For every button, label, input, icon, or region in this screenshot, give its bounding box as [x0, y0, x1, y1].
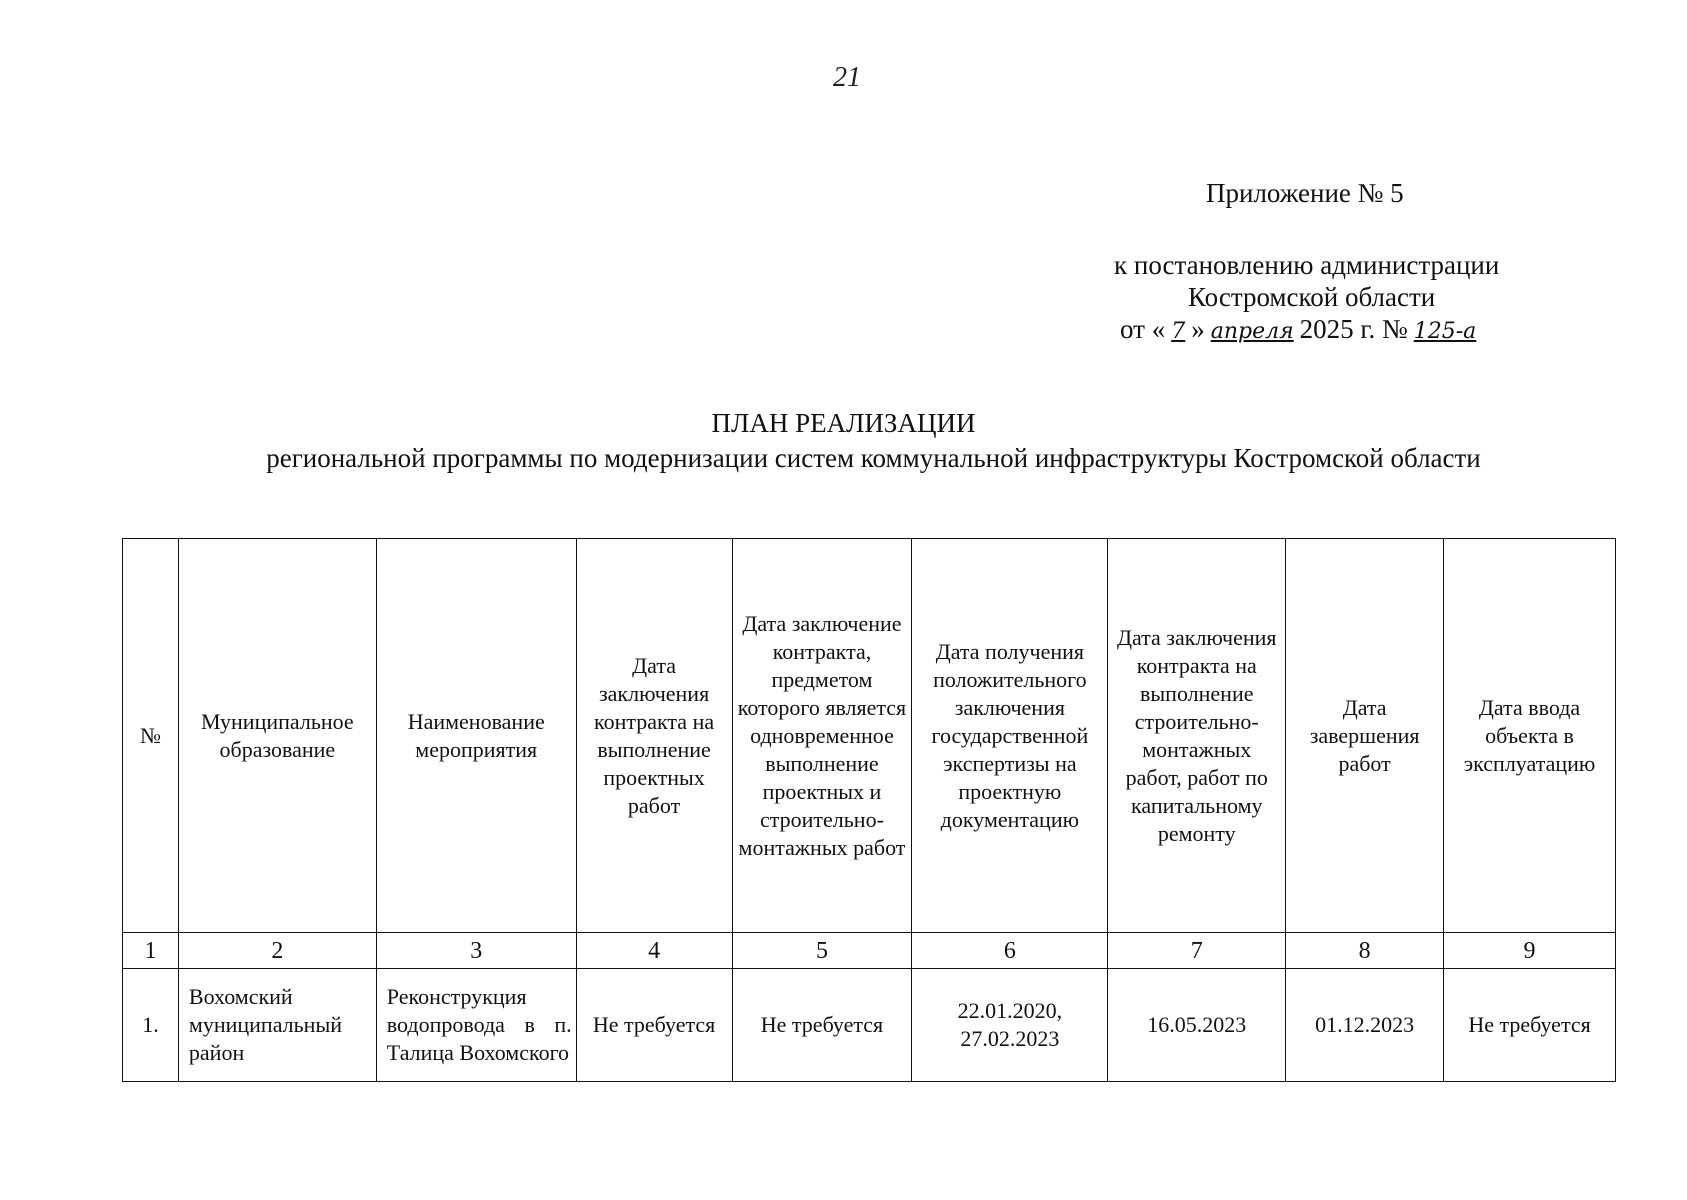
date-month: апреля [1210, 319, 1294, 344]
decree-number: 125-а [1413, 319, 1477, 344]
row-commissioning-date: Не требуется [1444, 969, 1616, 1082]
column-number: 9 [1444, 933, 1616, 969]
column-number: 4 [576, 933, 732, 969]
column-number: 2 [178, 933, 376, 969]
row-measure: Реконструкция водопровода в п. Талица Вохомского [376, 969, 576, 1082]
appendix-title: Приложение № 5 [1206, 178, 1404, 208]
appendix-reference: к постановлению администрации [1114, 250, 1500, 280]
document-title: ПЛАН РЕАЛИЗАЦИИ [711, 408, 976, 438]
date-prefix: от « [1120, 314, 1166, 344]
column-number: 3 [376, 933, 576, 969]
header-cell: Дата заключение контракта, предметом которого является одновременное выполнение проектных и строительно-монтажных работ [732, 539, 912, 933]
row-construction-contract-date: 16.05.2023 [1108, 969, 1286, 1082]
table-header-row [123, 539, 1616, 933]
document-subtitle: региональной программы по модернизации систем коммунальной инфраструктуры Костромской области [266, 443, 1481, 473]
date-year: 2025 г. № [1299, 314, 1408, 344]
column-number: 5 [732, 933, 912, 969]
header-cell: № [123, 539, 179, 933]
plan-table [122, 538, 1616, 1082]
page-number: 21 [833, 62, 861, 93]
header-cell: Дата заключения контракта на выполнение строительно-монтажных работ, работ по капитальному ремонту [1108, 539, 1286, 933]
header-cell: Дата ввода объекта в эксплуатацию [1444, 539, 1616, 933]
table-row [123, 969, 1616, 1082]
row-completion-date: 01.12.2023 [1286, 969, 1444, 1082]
header-cell: Дата получения положительного заключения государственной экспертизы на проектную документацию [912, 539, 1108, 933]
row-combined-contract-date: Не требуется [732, 969, 912, 1082]
row-municipality: Вохомский муниципальный район [178, 969, 376, 1082]
date-mid: » [1191, 314, 1205, 344]
header-cell: Дата заключения контракта на выполнение проектных работ [576, 539, 732, 933]
date-day: 7 [1171, 319, 1186, 344]
row-design-contract-date: Не требуется [576, 969, 732, 1082]
column-number: 6 [912, 933, 1108, 969]
column-number: 8 [1286, 933, 1444, 969]
row-expertise-date: 22.01.2020, 27.02.2023 [912, 969, 1108, 1082]
header-cell: Наименование мероприятия [376, 539, 576, 933]
header-cell: Дата завершения работ [1286, 539, 1444, 933]
header-cell: Муниципальное образование [178, 539, 376, 933]
column-number-row [123, 933, 1616, 969]
column-number: 1 [123, 933, 179, 969]
appendix-date-line [1120, 314, 1482, 347]
appendix-region: Костромской области [1188, 282, 1436, 312]
row-number: 1. [123, 969, 179, 1082]
column-number: 7 [1108, 933, 1286, 969]
